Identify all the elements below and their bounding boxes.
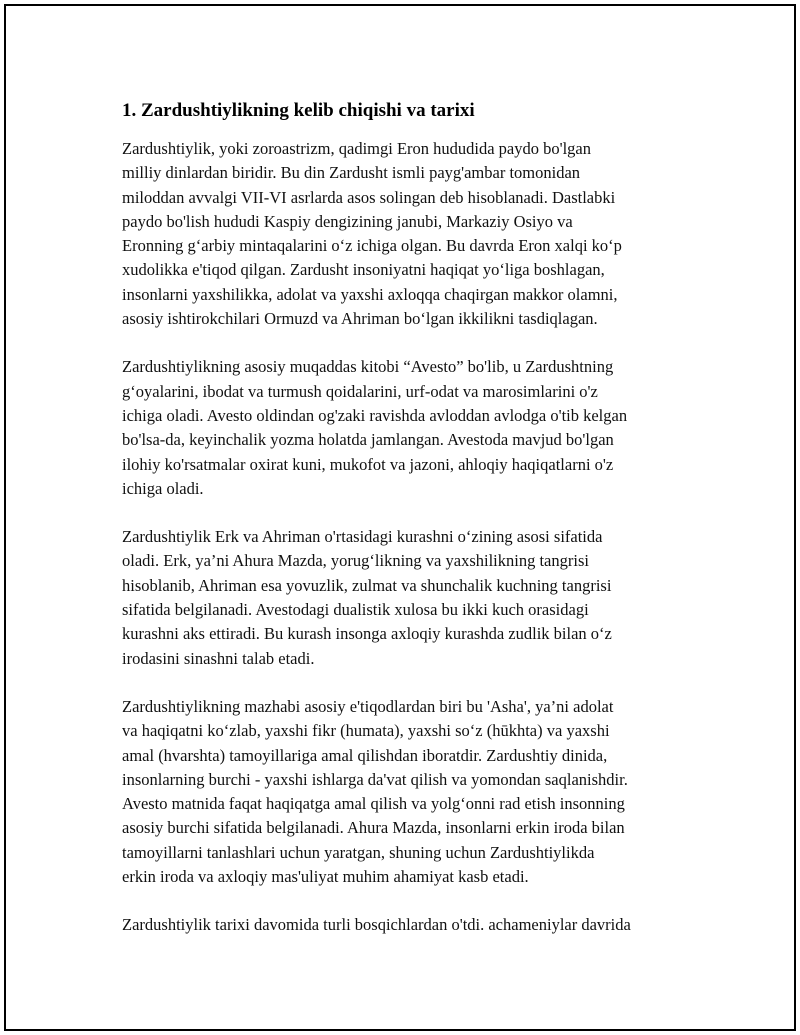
text-line: ichiga oladi. Avesto oldindan og'zaki ravishda avloddan avlodga o'tib kelgan: [122, 405, 628, 425]
text-line: milliy dinlardan biridir. Bu din Zardusht ismli payg'ambar tomonidan: [122, 163, 581, 183]
text-line: kurashni aks ettiradi. Bu kurash insonga axloqiy kurashda zudlik bilan o‘z: [122, 624, 612, 644]
text-line: insonlarni yaxshilikka, adolat va yaxshi axloqqa chaqirgan makkor olamni,: [122, 284, 618, 304]
text-line: Zardushtiylik tarixi davomida turli bosqichlardan o'tdi. achameniylar davrida: [122, 915, 631, 935]
text-line: irodasini sinashni talab etadi.: [122, 648, 315, 668]
paragraph-avesto: [122, 355, 702, 501]
text-line: ilohiy ko'rsatmalar oxirat kuni, mukofot va jazoni, ahloqiy haqiqatlarni o'z: [122, 454, 614, 474]
text-line: erkin iroda va axloqiy mas'uliyat muhim ahamiyat kasb etadi.: [122, 867, 529, 887]
text-line: Zardushtiylik, yoki zoroastrizm, qadimgi Eron hududida paydo bo'lgan: [122, 139, 592, 158]
text-line: tamoyillarni tanlashlari uchun yaratgan, shuning uchun Zardushtiylikda: [122, 842, 595, 862]
text-line: bo'lsa-da, keyinchalik yozma holatda jamlangan. Avestoda mavjud bo'lgan: [122, 430, 614, 450]
text-line: Zardushtiylikning asosiy muqaddas kitobi “Avesto” bo'lib, u Zardushtning: [122, 357, 614, 377]
text-line: g‘oyalarini, ibodat va turmush qoidalarini, urf-odat va marosimlarini o'z: [122, 381, 598, 401]
text-line: insonlarning burchi - yaxshi ishlarga da'vat qilish va yomondan saqlanishdir.: [122, 769, 628, 789]
text-line: asosiy ishtirokchilari Ormuzd va Ahriman bo‘lgan ikkilikni tasdiqlagan.: [122, 309, 598, 329]
text-line: paydo bo'lish hududi Kaspiy dengizining janubi, Markaziy Osiyo va: [122, 211, 573, 231]
text-line: Avesto matnida faqat haqiqatga amal qilish va yolg‘onni rad etish insonning: [122, 794, 625, 814]
text-line: va haqiqatni ko‘zlab, yaxshi fikr (humata), yaxshi so‘z (hūkhta) va yaxshi: [122, 721, 610, 741]
section-title: 1. Zardushtiylikning kelib chiqishi va tarixi: [122, 100, 475, 121]
text-line: Zardushtiylikning mazhabi asosiy e'tiqodlardan biri bu 'Asha', ya’ni adolat: [122, 696, 614, 716]
paragraph-asha: [122, 695, 702, 889]
text-line: xudolikka e'tiqod qilgan. Zardusht insoniyatni haqiqat yo‘liga boshlagan,: [122, 260, 605, 280]
paragraph-origin: [122, 137, 702, 331]
text-line: hisoblanib, Ahriman esa yovuzlik, zulmat va shunchalik kuchning tangrisi: [122, 575, 612, 595]
text-line: miloddan avvalgi VII-VI asrlarda asos solingan deb hisoblanadi. Dastlabki: [122, 187, 616, 207]
text-line: asosiy burchi sifatida belgilanadi. Ahura Mazda, insonlarni erkin iroda bilan: [122, 818, 625, 838]
text-line: sifatida belgilanadi. Avestodagi dualistik xulosa bu ikki kuch orasidagi: [122, 600, 589, 620]
text-line: ichiga oladi.: [122, 478, 204, 498]
page-frame: [4, 4, 796, 1031]
text-line: Zardushtiylik Erk va Ahriman o'rtasidagi kurashni o‘zining asosi sifatida: [122, 527, 603, 547]
text-line: Eronning g‘arbiy mintaqalarini o‘z ichiga olgan. Bu davrda Eron xalqi ko‘p: [122, 236, 622, 256]
text-line: amal (hvarshta) tamoyillariga amal qilishdan iboratdir. Zardushtiy dinida,: [122, 745, 608, 765]
document-body: [122, 98, 702, 962]
paragraph-dualism: [122, 525, 702, 671]
paragraph-history: [122, 913, 702, 937]
text-line: oladi. Erk, ya’ni Ahura Mazda, yorug‘likning va yaxshilikning tangrisi: [122, 551, 589, 571]
